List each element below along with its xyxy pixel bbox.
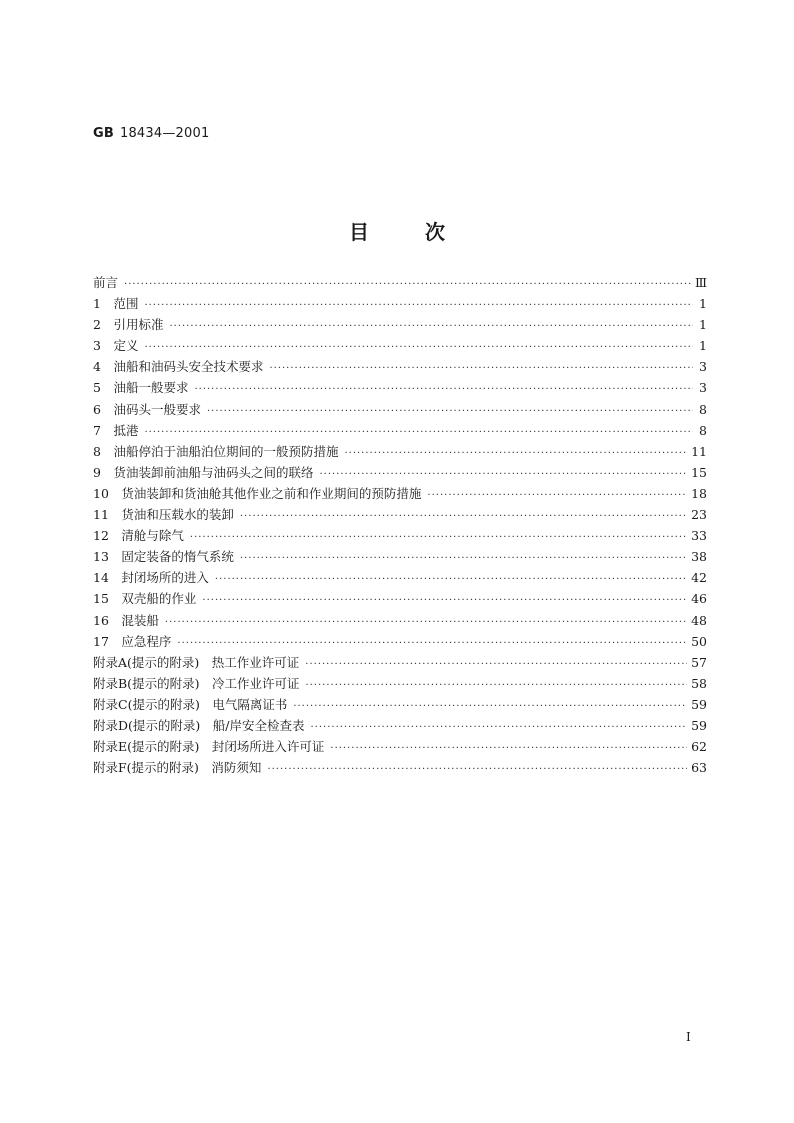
toc-leader-dots [165,612,687,633]
toc-leader-dots [194,379,693,400]
toc-title: 目次 [349,220,501,244]
toc-entry-label: 4 油船和油码头安全技术要求 [93,359,264,375]
toc-entry-label: 2 引用标准 [93,317,164,333]
page-number: I [686,1030,691,1044]
toc-leader-dots [330,738,687,759]
toc-leader-dots [267,759,687,780]
toc-entry[interactable] [93,567,707,588]
toc-entry-page: 18 [691,485,707,501]
table-of-contents [93,272,707,778]
toc-entry-page: Ⅲ [694,275,707,290]
toc-entry-label: 附录F(提示的附录) 消防须知 [93,760,262,776]
toc-leader-dots [202,590,687,611]
toc-entry-label: 8 油船停泊于油船泊位期间的一般预防措施 [93,443,339,459]
toc-entry[interactable] [93,736,707,757]
toc-entry-label: 11 货油和压载水的装卸 [93,507,234,523]
toc-leader-dots [190,527,687,548]
toc-entry-page: 3 [699,380,707,396]
toc-entry[interactable] [93,293,707,314]
toc-entry[interactable] [93,314,707,335]
toc-entry[interactable] [93,715,707,736]
toc-entry-label: 9 货油装卸前油船与油码头之间的联络 [93,464,314,480]
toc-entry-page: 1 [699,296,707,312]
standard-code [93,126,209,141]
toc-leader-dots [215,569,687,590]
toc-entry-page: 63 [691,760,707,776]
toc-entry-label: 17 应急程序 [93,633,172,649]
toc-leader-dots [240,506,687,527]
toc-leader-dots [293,696,687,717]
standard-prefix: GB [93,126,114,141]
toc-entry-label: 附录A(提示的附录) 热工作业许可证 [93,654,300,670]
toc-leader-dots [207,401,693,422]
toc-entry[interactable] [93,441,707,462]
toc-leader-dots [427,485,687,506]
toc-entry-page: 58 [691,675,707,691]
toc-entry-label: 13 固定装备的惰气系统 [93,549,234,565]
toc-leader-dots [269,358,693,379]
toc-entry[interactable] [93,757,707,778]
toc-entry[interactable] [93,504,707,525]
toc-leader-dots [305,675,687,696]
toc-entry-page: 62 [691,739,707,755]
toc-leader-dots [319,464,687,485]
toc-entry-page: 46 [691,591,707,607]
toc-entry-page: 57 [691,654,707,670]
toc-leader-dots [169,316,693,337]
toc-entry-label: 14 封闭场所的进入 [93,570,209,586]
toc-entry[interactable] [93,588,707,609]
toc-entry-page: 23 [691,507,707,523]
toc-entry-label: 15 双壳船的作业 [93,591,197,607]
toc-entry[interactable] [93,335,707,356]
toc-entry-page: 38 [691,549,707,565]
toc-entry-label: 附录B(提示的附录) 冷工作业许可证 [93,675,300,691]
toc-entry[interactable] [93,483,707,504]
toc-entry-label: 16 混装船 [93,612,159,628]
toc-leader-dots [305,654,687,675]
toc-entry-page: 48 [691,612,707,628]
toc-entry-label: 附录E(提示的附录) 封闭场所进入许可证 [93,739,325,755]
toc-entry-label: 前言 [93,275,119,290]
toc-entry-page: 8 [699,422,707,438]
toc-entry[interactable] [93,399,707,420]
toc-entry-label: 附录D(提示的附录) 船/岸安全检查表 [93,717,305,733]
toc-entry-page: 15 [691,464,707,480]
toc-entry-page: 33 [691,528,707,544]
toc-entry-page: 1 [699,338,707,354]
toc-entry-label: 1 范围 [93,296,139,312]
toc-entry[interactable] [93,272,707,293]
toc-entry[interactable] [93,694,707,715]
toc-entry-label: 6 油码头一般要求 [93,401,201,417]
toc-entry[interactable] [93,356,707,377]
toc-leader-dots [311,717,688,738]
toc-entry-page: 11 [691,443,707,459]
toc-entry-label: 12 清舱与除气 [93,528,184,544]
toc-entry[interactable] [93,377,707,398]
toc-leader-dots [144,422,693,443]
toc-entry-page: 1 [699,317,707,333]
toc-entry-page: 3 [699,359,707,375]
toc-entry-label: 附录C(提示的附录) 电气隔离证书 [93,696,288,712]
toc-entry-page: 42 [691,570,707,586]
toc-entry-page: 59 [691,696,707,712]
toc-entry[interactable] [93,652,707,673]
toc-entry-label: 10 货油装卸和货油舱其他作业之前和作业期间的预防措施 [93,485,422,501]
toc-entry[interactable] [93,610,707,631]
toc-entry[interactable] [93,525,707,546]
toc-entry[interactable] [93,546,707,567]
toc-entry-page: 59 [691,717,707,733]
toc-leader-dots [344,443,687,464]
toc-leader-dots [177,633,687,654]
toc-entry[interactable] [93,420,707,441]
toc-entry-label: 3 定义 [93,338,139,354]
toc-leader-dots [144,295,693,316]
toc-entry-page: 8 [699,401,707,417]
toc-entry-label: 5 油船一般要求 [93,380,189,396]
toc-entry[interactable] [93,462,707,483]
toc-leader-dots [144,337,693,358]
standard-number: 18434—2001 [119,126,210,141]
toc-entry[interactable] [93,673,707,694]
toc-leader-dots [240,548,687,569]
toc-leader-dots [124,274,691,295]
toc-entry-page: 50 [691,633,707,649]
toc-entry-label: 7 抵港 [93,422,139,438]
toc-entry[interactable] [93,631,707,652]
